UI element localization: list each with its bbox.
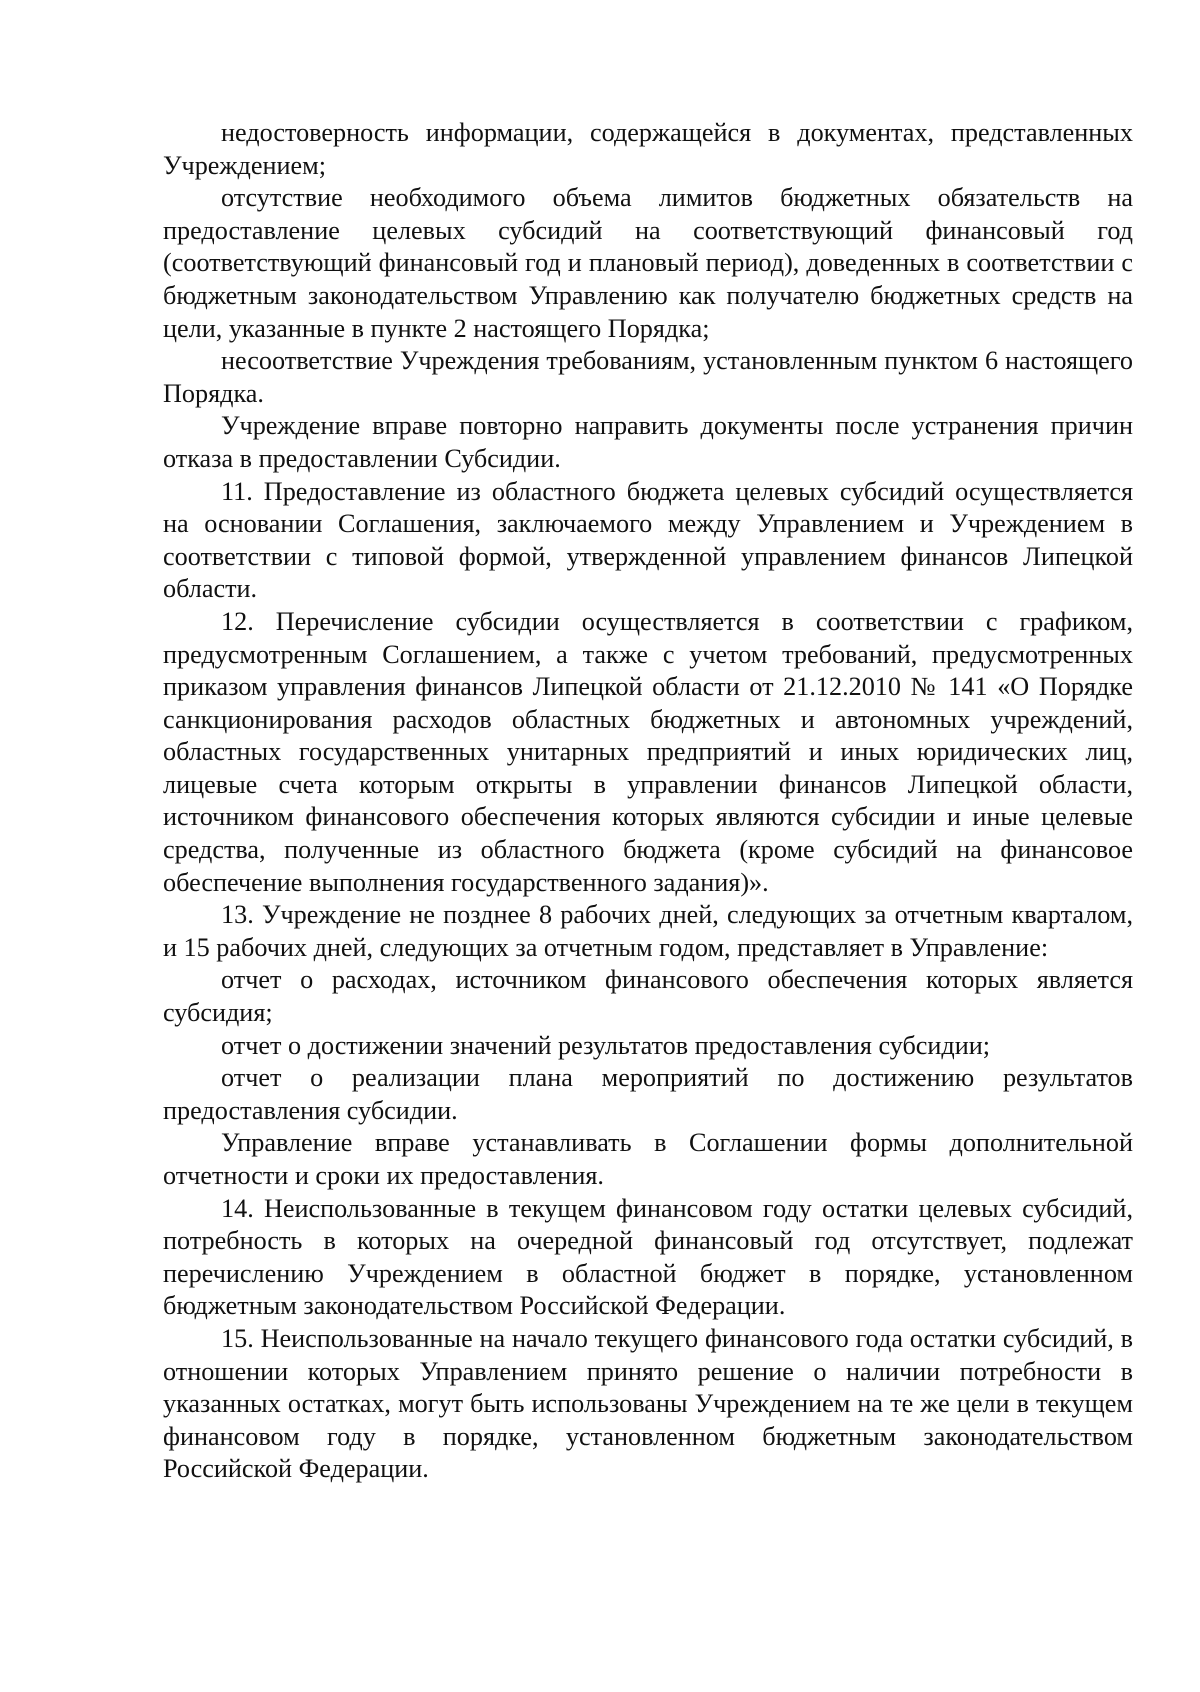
paragraph-noncompliance: несоответствие Учреждения требованиям, установленным пунктом 6 настоящего Порядка. [163,346,1133,408]
paragraph-budget-limits: отсутствие необходимого объема лимитов бюджетных обязательств на предоставление целевых субсидий на соответствующий финансовый год (соответствующий финансовый год и плановый период), доведенных в соответствии с бюджетным законодательством Управлению как получателю бюджетных средств на цели, указанные в пункте 2 настоящего Порядка; [163,183,1133,343]
paragraph-unreliable-info: недостоверность информации, содержащейся в документах, представленных Учреждением; [163,118,1133,180]
paragraph-additional-reporting: Управление вправе устанавливать в Соглашении формы дополнительной отчетности и сроки их предоставления. [163,1128,1133,1190]
paragraph-item-14: 14. Неиспользованные в текущем финансовом году остатки целевых субсидий, потребность в которых на очередной финансовый год отсутствует, подлежат перечислению Учреждением в областной бюджет в порядке, установленном бюджетным законодательством Российской Федерации. [163,1193,1133,1321]
paragraph-item-11: 11. Предоставление из областного бюджета целевых субсидий осуществляется на основании Соглашения, заключаемого между Управлением и Учреждением в соответствии с типовой формой, утвержденной управлением финансов Липецкой области. [163,476,1133,604]
document-page [163,117,1133,1486]
paragraph-item-13: 13. Учреждение не позднее 8 рабочих дней, следующих за отчетным кварталом, и 15 рабочих дней, следующих за отчетным годом, представляет в Управление: [163,900,1133,962]
paragraph-report-results: отчет о достижении значений результатов предоставления субсидии; [221,1030,991,1060]
paragraph-resubmission: Учреждение вправе повторно направить документы после устранения причин отказа в предоставлении Субсидии. [163,411,1133,473]
paragraph-report-plan: отчет о реализации плана мероприятий по достижению результатов предоставления субсидии. [163,1063,1133,1125]
paragraph-item-12: 12. Перечисление субсидии осуществляется в соответствии с графиком, предусмотренным Соглашением, а также с учетом требований, предусмотренных приказом управления финансов Липецкой области от 21.12.2010 № 141 «О Порядке санкционирования расходов областных бюджетных и автономных учреждений, областных государственных унитарных предприятий и иных юридических лиц, лицевые счета которым открыты в управлении финансов Липецкой области, источником финансового обеспечения которых являются субсидии и иные целевые средства, полученные из областного бюджета (кроме субсидий на финансовое обеспечение выполнения государственного задания)». [163,606,1133,897]
paragraph-report-expenses: отчет о расходах, источником финансового обеспечения которых является субсидия; [163,965,1133,1028]
paragraph-item-15: 15. Неиспользованные на начало текущего финансового года остатки субсидий, в отношении которых Управлением принято решение о наличии потребности в указанных остатках, могут быть использованы Учреждением на те же цели в текущем финансовом году в порядке, установленном бюджетным законодательством Российской Федерации. [163,1323,1133,1484]
